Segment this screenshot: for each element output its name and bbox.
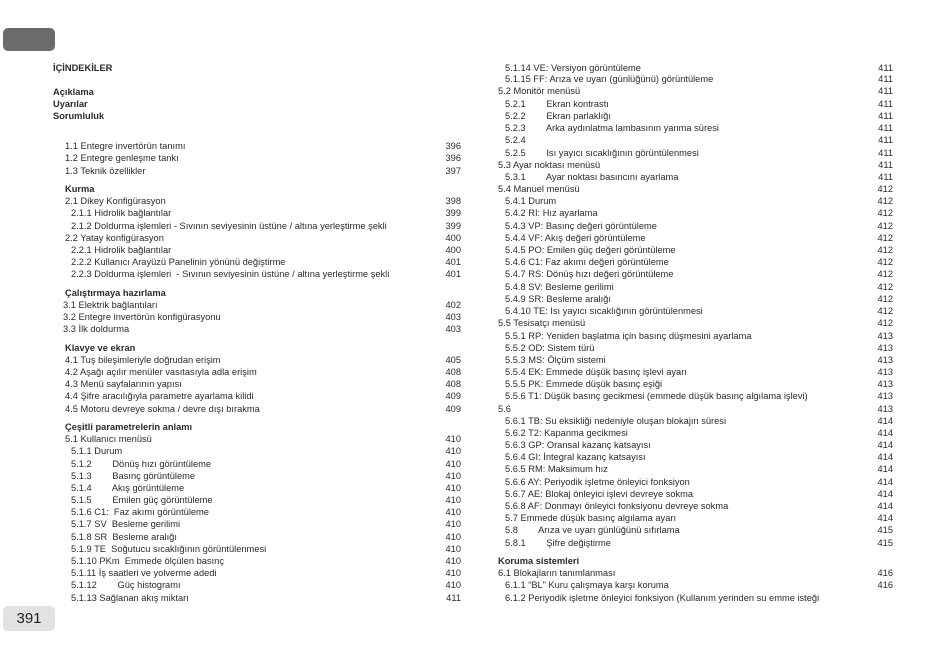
toc-entry-title: 4.2 Aşağı açılır menüler vasıtasıyla adla erişim <box>65 367 257 377</box>
toc-entry-title: 5.1.8 SR Besleme aralığı <box>71 532 177 542</box>
toc-entry-page: 413 <box>877 404 893 414</box>
toc-entry <box>71 482 461 494</box>
toc-entry-title: 5.4.5 PO: Emilen güç değeri görüntüleme <box>505 245 676 255</box>
toc-entry-page: 412 <box>877 221 893 231</box>
toc-entry-page: 410 <box>445 580 461 590</box>
toc-entry-title: 5.1.10 PKm Emmede ölçülen basınç <box>71 556 224 566</box>
toc-entry-title: 5.5.4 EK: Emmede düşük basınç işlevi ayarı <box>505 367 687 377</box>
toc-entry-page: 409 <box>445 391 461 401</box>
toc-entry-page: 416 <box>877 580 893 590</box>
toc-entry-title: 6.1.2 Periyodik işletme önleyici fonksiyon (Kullanım yerinden su emme isteği <box>505 593 820 603</box>
toc-entry-title: 5.8 Arıza ve uyarı günlüğünü sıfırlama <box>505 525 680 535</box>
toc-entry-title: 5.7 Emmede düşük basınç algılama ayarı <box>505 513 677 523</box>
toc-entry-page: 396 <box>445 141 461 151</box>
toc-entry <box>65 366 461 378</box>
toc-entry <box>505 592 893 604</box>
toc-entry <box>65 232 461 244</box>
toc-entry-title: 5.1.3 Basınç görüntüleme <box>71 471 196 481</box>
toc-entry-title: 5.5.6 T1: Düşük basınç gecikmesi (emmede düşük basınç algılama işlevi) <box>505 391 808 401</box>
toc-entry-page: 411 <box>878 160 893 170</box>
toc-entry-page: 414 <box>877 477 893 487</box>
toc-entry-title: Çalıştırmaya hazırlama <box>65 288 166 298</box>
toc-entry-title: 6.1 Blokajların tanımlanması <box>498 568 616 578</box>
toc-section-heading <box>498 555 893 567</box>
toc-entry-page: 411 <box>878 111 893 121</box>
toc-entry-title: 5.1.4 Akış görüntüleme <box>71 483 185 493</box>
toc-entry <box>498 567 893 579</box>
toc-entry-title: 6.1.1 “BL” Kuru çalışmaya karşı koruma <box>505 580 669 590</box>
toc-entry-title: 5.1.15 FF: Arıza ve uyarı (günlüğünü) görüntüleme <box>505 74 714 84</box>
toc-entry-page: 416 <box>877 568 893 578</box>
toc-entry <box>71 592 461 604</box>
toc-section-heading <box>65 421 461 433</box>
toc-entry-page: 410 <box>445 483 461 493</box>
toc-entry <box>498 159 893 171</box>
toc-entry-page: 414 <box>877 464 893 474</box>
toc-entry-page: 409 <box>445 404 461 414</box>
toc-entry-title: 5.4.2 RI: Hız ayarlama <box>505 208 598 218</box>
toc-entry-page: 411 <box>446 593 461 603</box>
toc-entry-title: 5.6.8 AF: Donmayı önleyici fonksiyonu devreye sokma <box>505 501 729 511</box>
toc-entry-page: 414 <box>877 501 893 511</box>
toc-entry-title: 5.5.5 PK: Emmede düşük basınç eşiği <box>505 379 663 389</box>
toc-entry <box>505 524 893 536</box>
toc-entry-page: 413 <box>877 391 893 401</box>
toc-entry-title: 5.1.14 VE: Versiyon görüntüleme <box>505 63 641 73</box>
toc-entry-page: 412 <box>877 306 893 316</box>
toc-entry-title: 3.2 Entegre invertörün konfigürasyonu <box>63 312 221 322</box>
toc-entry <box>505 281 893 293</box>
toc-entry <box>71 506 461 518</box>
toc-entry <box>505 98 893 110</box>
toc-entry-page: 414 <box>877 440 893 450</box>
toc-entry <box>505 171 893 183</box>
toc-entry-page: 411 <box>878 63 893 73</box>
toc-entry-title: 1.1 Entegre invertörün tanımı <box>65 141 186 151</box>
toc-entry <box>498 403 893 415</box>
toc-entry-page: 413 <box>877 331 893 341</box>
toc-section-heading <box>65 287 461 299</box>
toc-entry <box>71 579 461 591</box>
toc-entry <box>505 415 893 427</box>
toc-entry <box>505 147 893 159</box>
toc-entry-title: 5.4.9 SR: Besleme aralığı <box>505 294 611 304</box>
toc-entry-page: 402 <box>445 300 461 310</box>
toc-entry-title: Açıklama <box>53 87 94 97</box>
toc-entry-page: 401 <box>445 257 461 267</box>
toc-entry <box>505 579 893 591</box>
toc-entry <box>65 195 461 207</box>
toc-entry-title: 5.6.3 GP: Oransal kazanç katsayısı <box>505 440 651 450</box>
toc-entry-title: 5.4.6 C1: Faz akımı değeri görüntüleme <box>505 257 669 267</box>
toc-entry <box>505 256 893 268</box>
toc-entry-page: 411 <box>878 74 893 84</box>
toc-entry <box>505 220 893 232</box>
toc-entry-title: 5.1.7 SV Besleme gerilimi <box>71 519 181 529</box>
toc-entry-title: 5.6.4 GI: İntegral kazanç katsayısı <box>505 452 646 462</box>
toc-entry-page: 399 <box>445 221 461 231</box>
toc-entry-title: 5.1.12 Güç histogramı <box>71 580 181 590</box>
toc-entry-title: 3.1 Elektrik bağlantıları <box>63 300 158 310</box>
toc-entry-title: 1.3 Teknik özellikler <box>65 166 146 176</box>
toc-entry-page: 413 <box>877 379 893 389</box>
toc-entry <box>71 567 461 579</box>
toc-section-heading <box>65 342 461 354</box>
toc-entry <box>505 500 893 512</box>
toc-entry-title: 5.1.1 Durum <box>71 446 123 456</box>
toc-entry-page: 408 <box>445 367 461 377</box>
toc-entry <box>505 110 893 122</box>
toc-entry-page: 412 <box>877 233 893 243</box>
toc-entry-title: Klavye ve ekran <box>65 343 136 353</box>
toc-entry-title: 5.1.2 Dönüş hızı görüntüleme <box>71 459 212 469</box>
toc-entry-page: 412 <box>877 282 893 292</box>
toc-section-heading <box>65 183 461 195</box>
toc-entry <box>71 470 461 482</box>
toc-entry-page: 411 <box>878 123 893 133</box>
toc-entry-page: 412 <box>877 184 893 194</box>
toc-entry-title: 4.4 Şifre aracılığıyla parametre ayarlama kilidi <box>65 391 254 401</box>
toc-entry <box>71 268 461 280</box>
toc-entry-page: 411 <box>878 86 893 96</box>
toc-entry <box>505 195 893 207</box>
toc-entry <box>71 458 461 470</box>
toc-entry <box>505 232 893 244</box>
toc-entry-title: 5.2 Monitör menüsü <box>498 86 581 96</box>
toc-entry <box>71 244 461 256</box>
toc-entry-title: 5.6.7 AE: Blokaj önleyici işlevi devreye sokma <box>505 489 694 499</box>
toc-entry-page: 410 <box>445 532 461 542</box>
toc-entry-title: 2.1.2 Doldurma işlemleri - Sıvının seviyesinin üstüne / altına yerleştirme şekli <box>71 221 387 231</box>
toc-entry-title: 5.6.2 T2: Kapanma gecikmesi <box>505 428 628 438</box>
toc-entry <box>505 207 893 219</box>
toc-entry-title: İÇİNDEKİLER <box>53 63 113 73</box>
toc-entry <box>71 543 461 555</box>
toc-entry <box>71 531 461 543</box>
toc-entry-page: 401 <box>445 269 461 279</box>
toc-entry-page: 410 <box>445 556 461 566</box>
toc-entry <box>505 451 893 463</box>
toc-entry <box>65 152 461 164</box>
toc-entry-title: 2.2.1 Hidrolik bağlantılar <box>71 245 172 255</box>
toc-entry <box>505 330 893 342</box>
toc-entry-page: 415 <box>877 525 893 535</box>
toc-entry <box>505 512 893 524</box>
toc-section-heading <box>53 110 463 122</box>
toc-entry-page: 410 <box>445 434 461 444</box>
toc-entry-page: 411 <box>878 172 893 182</box>
toc-entry-title: 5.6.5 RM: Maksimum hız <box>505 464 608 474</box>
toc-entry-page: 396 <box>445 153 461 163</box>
toc-entry-page: 410 <box>445 507 461 517</box>
toc-entry-title: Uyarılar <box>53 99 88 109</box>
toc-entry <box>505 488 893 500</box>
toc-entry <box>505 122 893 134</box>
toc-entry-title: Kurma <box>65 184 95 194</box>
toc-entry-page: 399 <box>445 208 461 218</box>
toc-entry <box>505 378 893 390</box>
toc-entry <box>505 390 893 402</box>
toc-entry-title: 2.1 Dikey Konfigürasyon <box>65 196 166 206</box>
toc-entry-title: 5.2.2 Ekran parlaklığı <box>505 111 611 121</box>
toc-entry-page: 410 <box>445 568 461 578</box>
toc-entry <box>65 165 461 177</box>
toc-entry-title: 5.1 Kullanıcı menüsü <box>65 434 152 444</box>
toc-entry <box>498 317 893 329</box>
toc-entry-page: 410 <box>445 519 461 529</box>
toc-entry-title: 5.6 <box>498 404 511 414</box>
toc-entry-title: 5.4.8 SV: Besleme gerilimi <box>505 282 614 292</box>
toc-entry-title: 5.3 Ayar noktası menüsü <box>498 160 601 170</box>
toc-entry <box>505 476 893 488</box>
toc-entry <box>65 433 461 445</box>
toc-entry-page: 413 <box>877 355 893 365</box>
toc-entry-title: 2.1.1 Hidrolik bağlantılar <box>71 208 172 218</box>
toc-entry-page: 398 <box>445 196 461 206</box>
toc-entry-page: 397 <box>445 166 461 176</box>
toc-entry-page: 411 <box>878 148 893 158</box>
toc-entry <box>498 85 893 97</box>
toc-entry-title: 5.5 Tesisatçı menüsü <box>498 318 586 328</box>
toc-entry-page: 411 <box>878 135 893 145</box>
toc-entry <box>71 256 461 268</box>
toc-entry <box>505 439 893 451</box>
toc-entry <box>65 140 461 152</box>
toc-entry <box>65 378 461 390</box>
toc-entry-title: 2.2.2 Kullanıcı Arayüzü Panelinin yönünü değiştirme <box>71 257 286 267</box>
toc-entry <box>71 207 461 219</box>
toc-entry-title: 2.2.3 Doldurma işlemleri - Sıvının seviyesinin üstüne / altına yerleştirme şekli <box>71 269 390 279</box>
toc-entry-page: 410 <box>445 471 461 481</box>
toc-entry-title: 5.3.1 Ayar noktası basıncını ayarlama <box>505 172 679 182</box>
toc-entry-page: 410 <box>445 544 461 554</box>
chapter-tab <box>3 28 55 51</box>
toc-entry <box>505 73 893 85</box>
toc-entry-page: 410 <box>445 446 461 456</box>
toc-entry <box>71 445 461 457</box>
toc-entry-title: 5.1.9 TE Soğutucu sıcaklığının görüntülenmesi <box>71 544 267 554</box>
toc-entry-page: 413 <box>877 367 893 377</box>
toc-entry-page: 412 <box>877 294 893 304</box>
toc-entry-page: 414 <box>877 489 893 499</box>
toc-entry-page: 410 <box>445 459 461 469</box>
toc-entry <box>505 427 893 439</box>
toc-entry-page: 408 <box>445 379 461 389</box>
toc-entry-page: 412 <box>877 318 893 328</box>
toc-entry-title: 5.4.7 RS: Dönüş hızı değeri görüntüleme <box>505 269 674 279</box>
toc-entry <box>63 311 461 323</box>
toc-entry-page: 414 <box>877 428 893 438</box>
toc-entry-title: 1.2 Entegre genleşme tankı <box>65 153 179 163</box>
toc-section-heading <box>53 86 463 98</box>
toc-entry-page: 412 <box>877 245 893 255</box>
toc-entry <box>65 390 461 402</box>
toc-entry-title: 5.4.3 VP: Basınç değeri görüntüleme <box>505 221 657 231</box>
toc-entry-page: 413 <box>877 343 893 353</box>
toc-entry <box>505 463 893 475</box>
toc-entry <box>71 494 461 506</box>
toc-entry-page: 400 <box>445 245 461 255</box>
toc-entry-title: 5.2.5 Isı yayıcı sıcaklığının görüntülenmesi <box>505 148 699 158</box>
toc-entry-title: 4.5 Motoru devreye sokma / devre dışı bırakma <box>65 404 260 414</box>
toc-entry <box>71 518 461 530</box>
toc-section-heading <box>53 98 463 110</box>
toc-entry-title: 5.2.1 Ekran kontrastı <box>505 99 609 109</box>
toc-entry-page: 410 <box>445 495 461 505</box>
toc-entry-page: 414 <box>877 513 893 523</box>
toc-entry <box>71 555 461 567</box>
page-number-badge: 391 <box>3 606 55 631</box>
toc-entry-title: Koruma sistemleri <box>498 556 580 566</box>
toc-entry-page: 403 <box>445 324 461 334</box>
toc-entry-title: 5.4.10 TE: Isı yayıcı sıcaklığının görüntülenmesi <box>505 306 703 316</box>
toc-section-heading <box>53 62 463 74</box>
toc-entry-title: 5.8.1 Şifre değiştirme <box>505 538 611 548</box>
toc-entry-page: 412 <box>877 196 893 206</box>
toc-entry <box>505 354 893 366</box>
toc-entry-title: 5.4.4 VF: Akış değeri görüntüleme <box>505 233 646 243</box>
toc-entry-title: 5.1.13 Sağlanan akış miktarı <box>71 593 189 603</box>
toc-entry-title: 4.1 Tuş bileşimleriyle doğrudan erişim <box>65 355 221 365</box>
toc-entry-page: 412 <box>877 269 893 279</box>
toc-entry-title: 5.5.1 RP: Yeniden başlatma için basınç düşmesini ayarlama <box>505 331 752 341</box>
toc-entry <box>505 537 893 549</box>
toc-entry-title: 5.4.1 Durum <box>505 196 557 206</box>
toc-entry-page: 415 <box>877 538 893 548</box>
toc-entry-page: 412 <box>877 257 893 267</box>
toc-entry-title: 5.1.5 Emilen güç görüntüleme <box>71 495 213 505</box>
toc-entry <box>498 183 893 195</box>
toc-entry-title: 5.4 Manuel menüsü <box>498 184 580 194</box>
toc-entry-page: 414 <box>877 416 893 426</box>
toc-entry-title: 5.2.3 Arka aydınlatma lambasının yanma süresi <box>505 123 719 133</box>
toc-entry <box>63 299 461 311</box>
toc-entry-title: Çeşitli parametrelerin anlamı <box>65 422 193 432</box>
toc-entry <box>505 293 893 305</box>
toc-entry <box>505 268 893 280</box>
toc-entry-title: 3.3 İlk doldurma <box>63 324 130 334</box>
toc-entry-title: 5.1.6 C1: Faz akımı görüntüleme <box>71 507 209 517</box>
toc-entry-title: 5.5.2 OD: Sistem türü <box>505 343 595 353</box>
toc-entry-page: 405 <box>445 355 461 365</box>
toc-entry-page: 411 <box>878 99 893 109</box>
toc-entry <box>505 134 893 146</box>
toc-entry <box>65 403 461 415</box>
toc-entry-title: 5.5.3 MS: Ölçüm sistemi <box>505 355 606 365</box>
toc-entry <box>505 342 893 354</box>
toc-entry <box>505 366 893 378</box>
toc-entry-title: 2.2 Yatay konfigürasyon <box>65 233 164 243</box>
toc-entry-page: 400 <box>445 233 461 243</box>
toc-entry <box>65 354 461 366</box>
toc-entry-title: 5.6.6 AY: Periyodik işletme önleyici fonksiyon <box>505 477 690 487</box>
toc-entry-page: 403 <box>445 312 461 322</box>
toc-entry-page: 412 <box>877 208 893 218</box>
toc-entry-title: 5.6.1 TB: Su eksikliği nedeniyle oluşan blokajın süresi <box>505 416 727 426</box>
toc-entry <box>505 305 893 317</box>
toc-entry-title: 5.2.4 <box>505 135 526 145</box>
toc-entry <box>505 244 893 256</box>
toc-entry <box>71 220 461 232</box>
toc-entry-title: Sorumluluk <box>53 111 105 121</box>
toc-entry <box>63 323 461 335</box>
toc-entry-page: 414 <box>877 452 893 462</box>
toc-entry-title: 5.1.11 İş saatleri ve yolverme adedi <box>71 568 217 578</box>
toc-entry-title: 4.3 Menü sayfalarının yapısı <box>65 379 182 389</box>
